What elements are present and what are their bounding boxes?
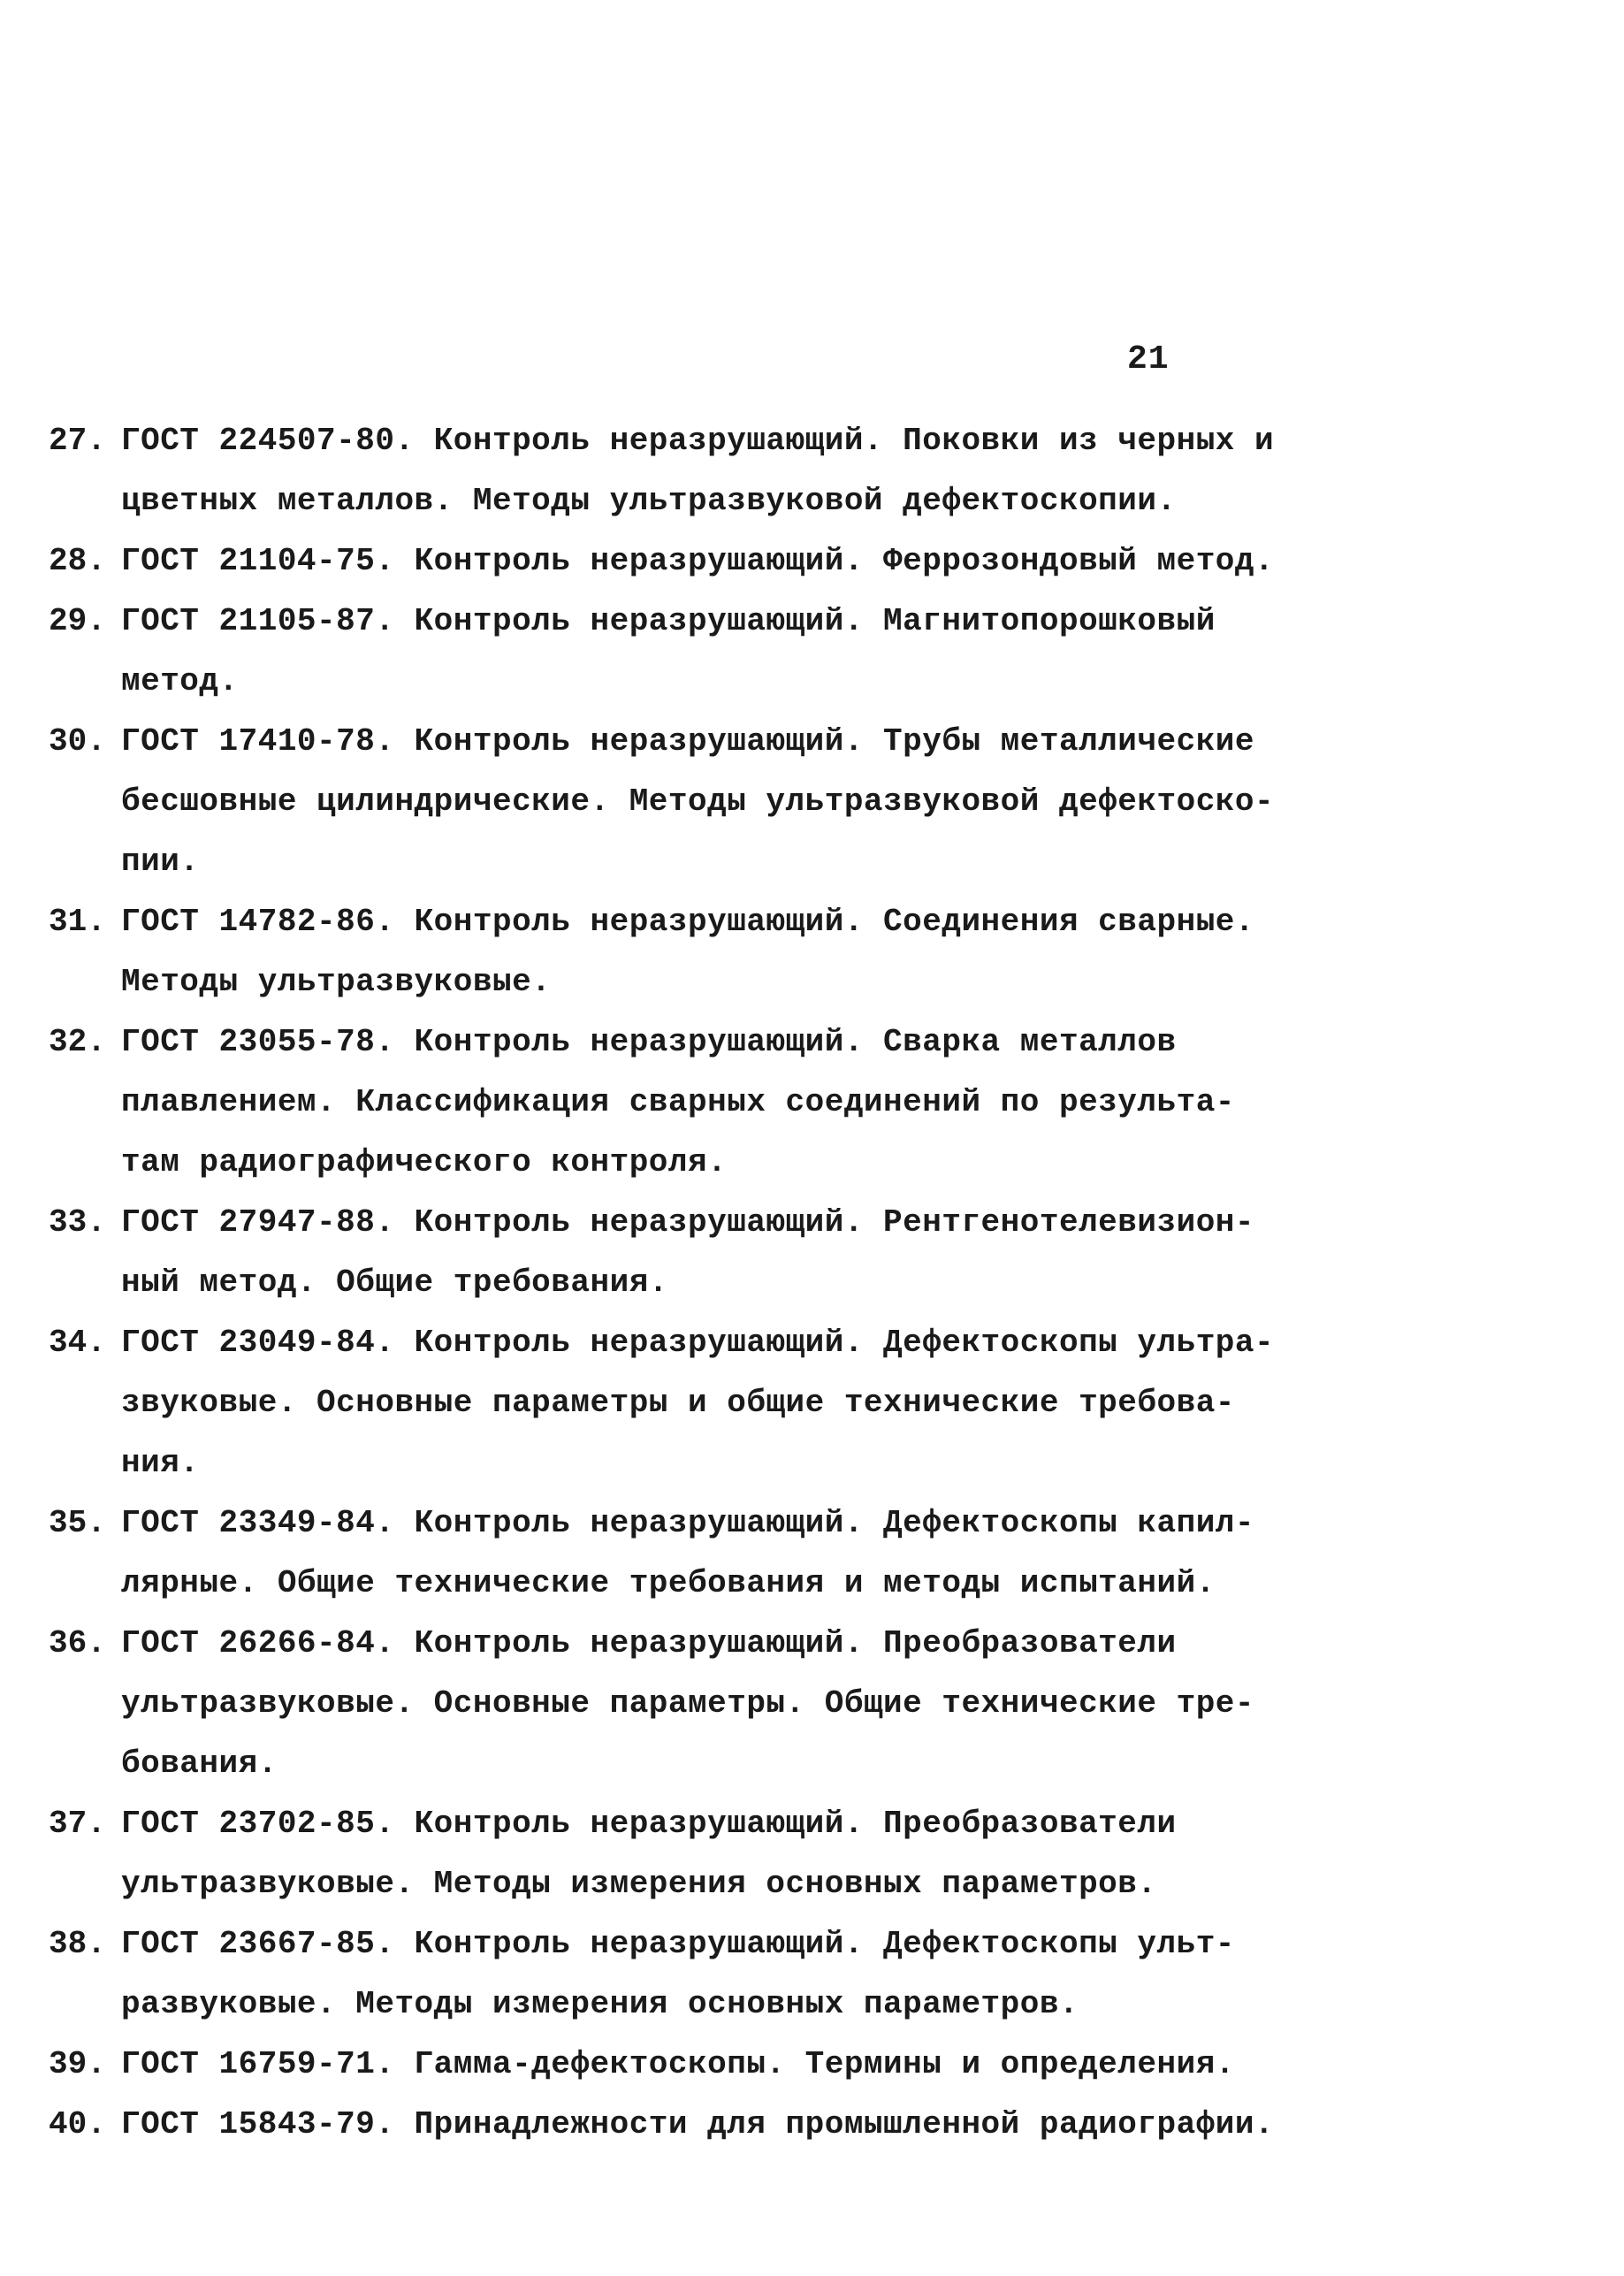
text-line: ГОСТ 26266-84. Контроль неразрушающий. Преобразователи xyxy=(121,1625,1177,1661)
item-text xyxy=(121,1012,1233,1193)
text-line: звуковые. Основные параметры и общие технические требова- xyxy=(121,1385,1235,1421)
list-item xyxy=(49,1493,1255,1614)
text-line: ГОСТ 15843-79. Принадлежности для промышленной радиографии. xyxy=(121,2106,1275,2142)
item-text xyxy=(121,1193,1255,1313)
item-number: 30. xyxy=(49,723,106,760)
text-line: ультразвуковые. Основные параметры. Общие технические тре- xyxy=(121,1685,1255,1722)
list-item xyxy=(49,892,1255,1012)
item-text xyxy=(121,1614,1255,1794)
text-line: ния. xyxy=(121,1445,200,1481)
item-text xyxy=(121,712,1275,892)
text-line: ГОСТ 16759-71. Гамма-дефектоскопы. Термины и определения. xyxy=(121,2046,1235,2082)
text-line: плавлением. Классификация сварных соединений по результа- xyxy=(121,1084,1235,1120)
text-line: ГОСТ 224507-80. Контроль неразрушающий. Поковки из черных и xyxy=(121,423,1275,459)
text-line: ГОСТ 14782-86. Контроль неразрушающий. Соединения сварные. xyxy=(121,904,1255,940)
item-number: 38. xyxy=(49,1926,106,1962)
item-text xyxy=(121,2035,1233,2095)
item-number: 40. xyxy=(49,2106,106,2142)
text-line: пии. xyxy=(121,844,200,880)
text-line: ГОСТ 23702-85. Контроль неразрушающий. Преобразователи xyxy=(121,1806,1177,1842)
list-item xyxy=(49,411,1275,531)
text-line: ный метод. Общие требования. xyxy=(121,1264,668,1301)
item-text xyxy=(121,1794,1233,1914)
list-item xyxy=(49,1313,1275,1493)
item-text xyxy=(121,1313,1275,1493)
item-number: 27. xyxy=(49,423,106,459)
list-item xyxy=(49,1193,1255,1313)
text-line: ГОСТ 23049-84. Контроль неразрушающий. Дефектоскопы ультра- xyxy=(121,1325,1275,1361)
item-text xyxy=(121,531,1275,592)
text-line: бесшовные цилиндрические. Методы ультразвуковой дефектоско- xyxy=(121,783,1275,820)
item-number: 37. xyxy=(49,1806,106,1842)
text-line: лярные. Общие технические требования и методы испытаний. xyxy=(121,1565,1216,1601)
list-item xyxy=(49,1914,1233,2035)
reference-list xyxy=(49,411,1275,2155)
item-text xyxy=(121,2095,1275,2155)
item-number: 29. xyxy=(49,603,106,639)
text-line: там радиографического контроля. xyxy=(121,1144,728,1180)
item-text xyxy=(121,411,1275,531)
text-line: Методы ультразвуковые. xyxy=(121,964,552,1000)
list-item xyxy=(49,2035,1233,2095)
page-number: 21 xyxy=(1127,340,1170,378)
list-item xyxy=(49,712,1275,892)
text-line: ГОСТ 21105-87. Контроль неразрушающий. Магнитопорошковый xyxy=(121,603,1216,639)
text-line: ГОСТ 23349-84. Контроль неразрушающий. Дефектоскопы капил- xyxy=(121,1505,1255,1541)
item-number: 32. xyxy=(49,1024,106,1060)
text-line: ГОСТ 27947-88. Контроль неразрушающий. Рентгенотелевизион- xyxy=(121,1204,1255,1241)
list-item xyxy=(49,2095,1275,2155)
text-line: бования. xyxy=(121,1745,278,1782)
text-line: ГОСТ 23055-78. Контроль неразрушающий. Сварка металлов xyxy=(121,1024,1177,1060)
item-text xyxy=(121,592,1233,712)
text-line: ГОСТ 23667-85. Контроль неразрушающий. Дефектоскопы ульт- xyxy=(121,1926,1235,1962)
item-text xyxy=(121,1914,1233,2035)
text-line: цветных металлов. Методы ультразвуковой дефектоскопии. xyxy=(121,483,1177,519)
list-item xyxy=(49,1614,1255,1794)
list-item xyxy=(49,592,1233,712)
text-line: ГОСТ 17410-78. Контроль неразрушающий. Трубы металлические xyxy=(121,723,1255,760)
text-line: развуковые. Методы измерения основных параметров. xyxy=(121,1986,1079,2022)
item-number: 39. xyxy=(49,2046,106,2082)
text-line: ультразвуковые. Методы измерения основных параметров. xyxy=(121,1866,1157,1902)
item-text xyxy=(121,892,1255,1012)
text-line: метод. xyxy=(121,663,239,699)
item-number: 35. xyxy=(49,1505,106,1541)
list-item xyxy=(49,1012,1233,1193)
item-number: 28. xyxy=(49,543,106,579)
item-number: 34. xyxy=(49,1325,106,1361)
item-number: 33. xyxy=(49,1204,106,1241)
item-number: 36. xyxy=(49,1625,106,1661)
text-line: ГОСТ 21104-75. Контроль неразрушающий. Феррозондовый метод. xyxy=(121,543,1275,579)
item-text xyxy=(121,1493,1255,1614)
list-item xyxy=(49,531,1275,592)
item-number: 31. xyxy=(49,904,106,940)
list-item xyxy=(49,1794,1233,1914)
